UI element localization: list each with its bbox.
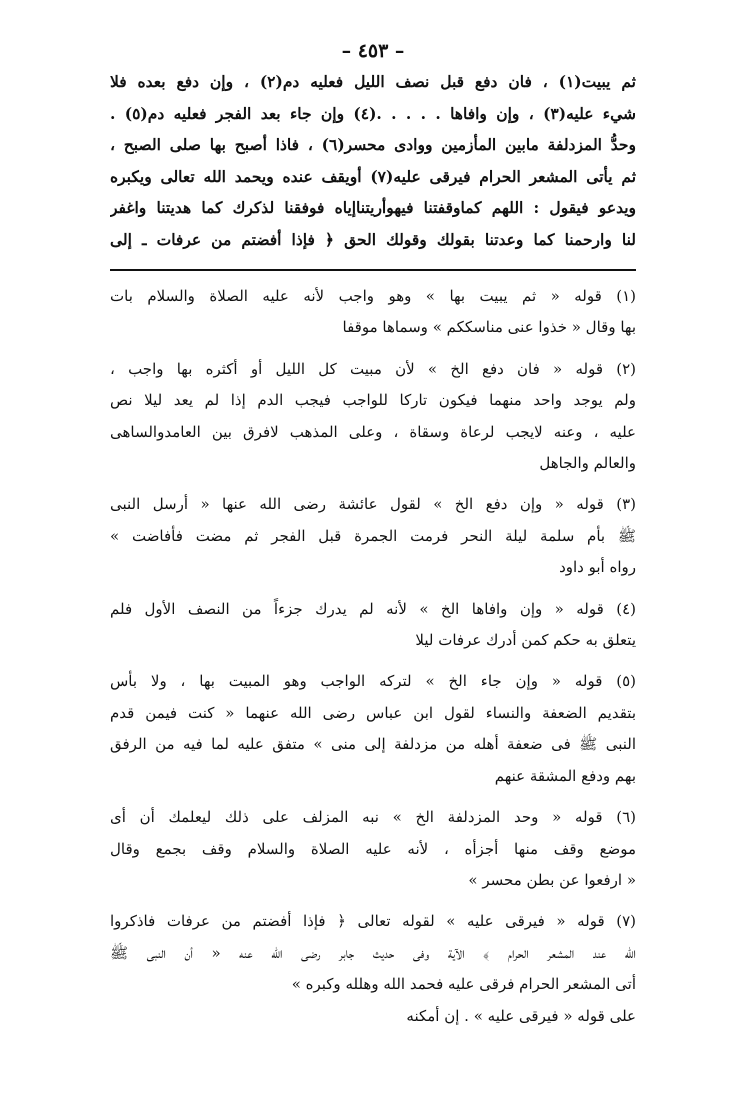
main-text bbox=[110, 66, 636, 255]
footnote-line: (٤) قوله « وإن وافاها الخ » لأنه لم يدرك جزءاً من النصف الأول فلم bbox=[110, 599, 636, 618]
footnote-line: (٥) قوله « وإن جاء الخ » لتركه الواجب وهو المبيت بها ، ولا بأس bbox=[110, 672, 636, 691]
footnote-5 bbox=[110, 666, 636, 792]
main-text-line: ثم يبيت(١) ، فان دفع قبل نصف الليل فعليه دم(٢) ، وإن دفع بعده فلا bbox=[110, 72, 636, 91]
footnote-line: بهم ودفع المشقة عنهم bbox=[494, 766, 636, 785]
footnote-line: موضع وقف منها أجزأه ، لأنه عليه الصلاة والسلام وقف بجمع وقال bbox=[110, 839, 636, 858]
footnote-4 bbox=[110, 594, 636, 657]
footnote-line: « ارفعوا عن بطن محسر » bbox=[468, 870, 636, 889]
footnote-separator bbox=[110, 269, 636, 271]
footnote-line: بها وقال « خذوا عنى مناسككم » وسماها موقفا bbox=[342, 318, 636, 337]
page-number: – ٤٥٣ – bbox=[341, 40, 405, 62]
footnote-line: (٧) قوله « فيرقى عليه » لقوله تعالى ﴿ فإذا أفضتم من عرفات فاذكروا bbox=[110, 912, 636, 931]
footnote-7 bbox=[110, 906, 636, 1032]
main-text-line: ثم يأتى المشعر الحرام فيرقى عليه(٧) أويقف عنده ويحمد الله تعالى ويكبره bbox=[110, 166, 636, 186]
footnote-3 bbox=[110, 489, 636, 583]
footnote-line: (٦) قوله « وحد المزدلفة الخ » نبه المزلف على ذلك ليعلمك أن أى bbox=[110, 808, 636, 827]
footnote-line: رواه أبو داود bbox=[559, 558, 636, 577]
footnote-6 bbox=[110, 802, 636, 896]
footnotes bbox=[110, 281, 636, 1032]
footnote-line: (٣) قوله « وإن دفع الخ » لقول عائشة رضى الله عنها « أرسل النبى bbox=[110, 495, 636, 514]
footnote-line: (١) قوله « ثم يبيت بها » وهو واجب لأنه عليه الصلاة والسلام بات bbox=[110, 287, 636, 305]
footnote-line: ولم يوجد واحد منهما فيكون تاركا للواجب فيجب الدم إذا لم يعد ليلا نص bbox=[110, 391, 636, 410]
footnote-line: عليه ، وعنه لايجب لرعاة وسقاة ، وعلى المذهب لافرق بين العامدوالساهى bbox=[110, 422, 636, 441]
footnote-1 bbox=[110, 281, 636, 344]
main-text-line: وحدُّ المزدلفة مابين المأزمين ووادى محسر(٦) ، فاذا أصبح بها صلى الصبح ، bbox=[110, 135, 636, 154]
footnote-line: والعالم والجاهل bbox=[539, 454, 636, 473]
main-text-line: لنا وارحمنا كما وعدتنا بقولك وقولك الحق ﴿ فإذا أفضتم من عرفات ـ إلى bbox=[110, 229, 636, 249]
footnote-line: ﷺ بأم سلمة ليلة النحر فرمت الجمرة قبل الفجر ثم مضت فأفاضت » bbox=[110, 526, 636, 545]
main-text-line: ويدعو فيقول : اللهم كماوقفتنا فيهوأريتناإياه فوفقنا لذكرك كما هديتنا واغفر bbox=[110, 198, 636, 217]
footnote-line: أتى المشعر الحرام فرقى عليه فحمد الله وهلله وكبره » bbox=[291, 975, 636, 994]
footnote-line: يتعلق به حكم كمن أدرك عرفات ليلا bbox=[415, 631, 636, 650]
footnote-line: الله عند المشعر الحرام ﴾ الآية وفى حديث جابر رضى الله عنه « أن النبى ﷺ bbox=[110, 943, 636, 962]
footnote-line: على قوله « فيرقى عليه » . إن أمكنه bbox=[406, 1006, 636, 1025]
footnote-2 bbox=[110, 354, 636, 480]
main-text-line: شيء عليه(٣) ، وإن وافاها . . . . .(٤) وإن جاء بعد الفجر فعليه دم(٥) . bbox=[110, 103, 636, 123]
footnote-line: بتقديم الضعفة والنساء لقول ابن عباس رضى الله عنهما « كنت فيمن قدم bbox=[110, 703, 636, 722]
footnote-line: (٢) قوله « فان دفع الخ » لأن مبيت كل الليل أو أكثره بها واجب ، bbox=[110, 359, 636, 378]
footnote-line: النبى ﷺ فى ضعفة أهله من مزدلفة إلى منى » متفق عليه لما فيه من الرفق bbox=[110, 735, 636, 754]
